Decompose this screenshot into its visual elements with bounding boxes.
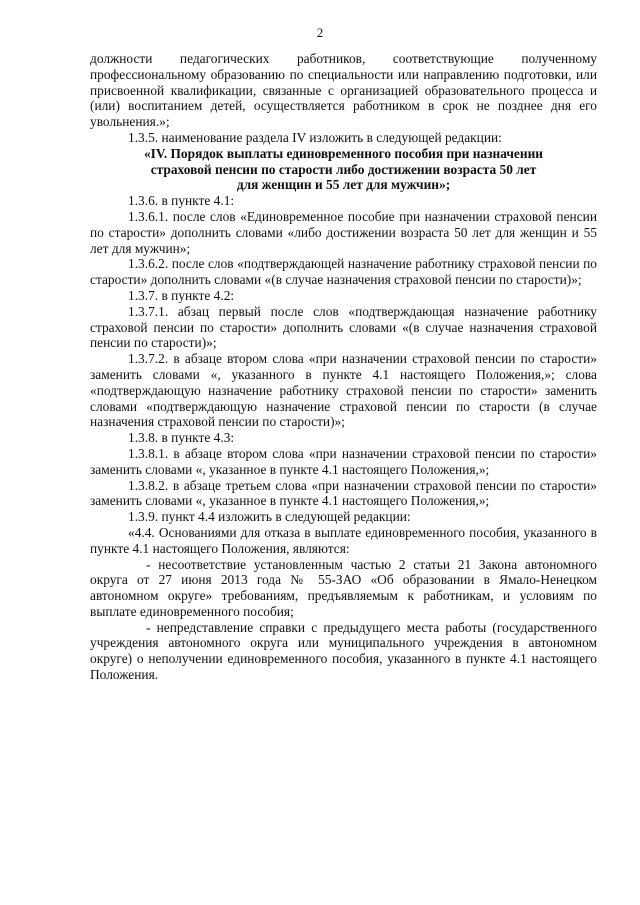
paragraph-1-3-6: 1.3.6. в пункте 4.1:: [128, 193, 235, 209]
list-item-4-4-2: - непредставление справки с предыдущего места работы (государственного учреждения автономного округа или муниципального учреждения в автономном округе) о неполучении единовременного пособия, указанного в пункте 4.1 настоящего Положения.: [90, 619, 597, 683]
paragraph-1-3-9: 1.3.9. пункт 4.4 изложить в следующей редакции:: [128, 509, 411, 525]
paragraph-4-4: «4.4. Основаниями для отказа в выплате единовременного пособия, указанного в пункте 4.1 настоящего Положения, являются:: [90, 524, 597, 556]
paragraph-1-3-7: 1.3.7. в пункте 4.2:: [128, 287, 235, 303]
paragraph-continuation: должности педагогических работников, соответствующие полученному профессиональному образованию по специальности или направлению подготовки, или присвоенной квалификации, связанные с организацией образовательного процесса и (или) воспитанием детей, осуществляется работником в срок не позднее дня его увольнения.»;: [90, 51, 597, 130]
paragraph-1-3-6-2: 1.3.6.2. после слов «подтверждающей назначение работнику страховой пенсии по старости» дополнить словами «(в случае назначения страховой пенсии по старости)»;: [90, 256, 597, 288]
section-iv-heading-line-3: для женщин и 55 лет для мужчин»;: [236, 177, 451, 193]
paragraph-1-3-7-1: 1.3.7.1. абзац первый после слов «подтверждающая назначение работнику страховой пенсии по старости» дополнить словами «(в случае назначения страховой пенсии по старости)»;: [90, 303, 597, 351]
paragraph-1-3-6-1: 1.3.6.1. после слов «Единовременное пособие при назначении страховой пенсии по старости» дополнить словами «либо достижении возраста 50 лет для женщин и 55 лет для мужчин»;: [90, 208, 597, 256]
document-body: [90, 51, 597, 683]
section-iv-heading: [90, 146, 597, 193]
page-number: 2: [316, 25, 324, 40]
paragraph-1-3-8-2: 1.3.8.2. в абзаце третьем слова «при назначении страховой пенсии по старости» заменить словами «, указанное в пункте 4.1 настоящего Положения,»;: [90, 477, 597, 509]
section-iv-heading-line-1: «IV. Порядок выплаты единовременного пособия при назначении: [143, 145, 544, 161]
paragraph-1-3-8-1: 1.3.8.1. в абзаце втором слова «при назначении страховой пенсии по старости» заменить словами «, указанное в пункте 4.1 настоящего Положения,»;: [90, 445, 597, 477]
section-iv-heading-line-2: страховой пенсии по старости либо достижении возраста 50 лет: [150, 161, 537, 177]
paragraph-1-3-8: 1.3.8. в пункте 4.3:: [128, 430, 235, 446]
list-item-4-4-1: - несоответствие установленным частью 2 статьи 21 Закона автономного округа от 27 июня 2013 года № 55-ЗАО «Об образовании в Ямало-Ненецком автономном округе» требованиям, предъявляемым к работникам, и условиям по выплате единовременного пособия;: [90, 556, 597, 619]
paragraph-1-3-7-2: 1.3.7.2. в абзаце втором слова «при назначении страховой пенсии по старости» заменить словами «, указанного в пункте 4.1 настоящего Положения,»; слова «подтверждающую назначение работнику страховой пенсии по старости» заменить словами «подтверждающую назначение страховой пенсии по старости (в случае назначения страховой пенсии по старости)»;: [90, 351, 597, 430]
paragraph-1-3-5: 1.3.5. наименование раздела IV изложить в следующей редакции:: [128, 129, 502, 145]
